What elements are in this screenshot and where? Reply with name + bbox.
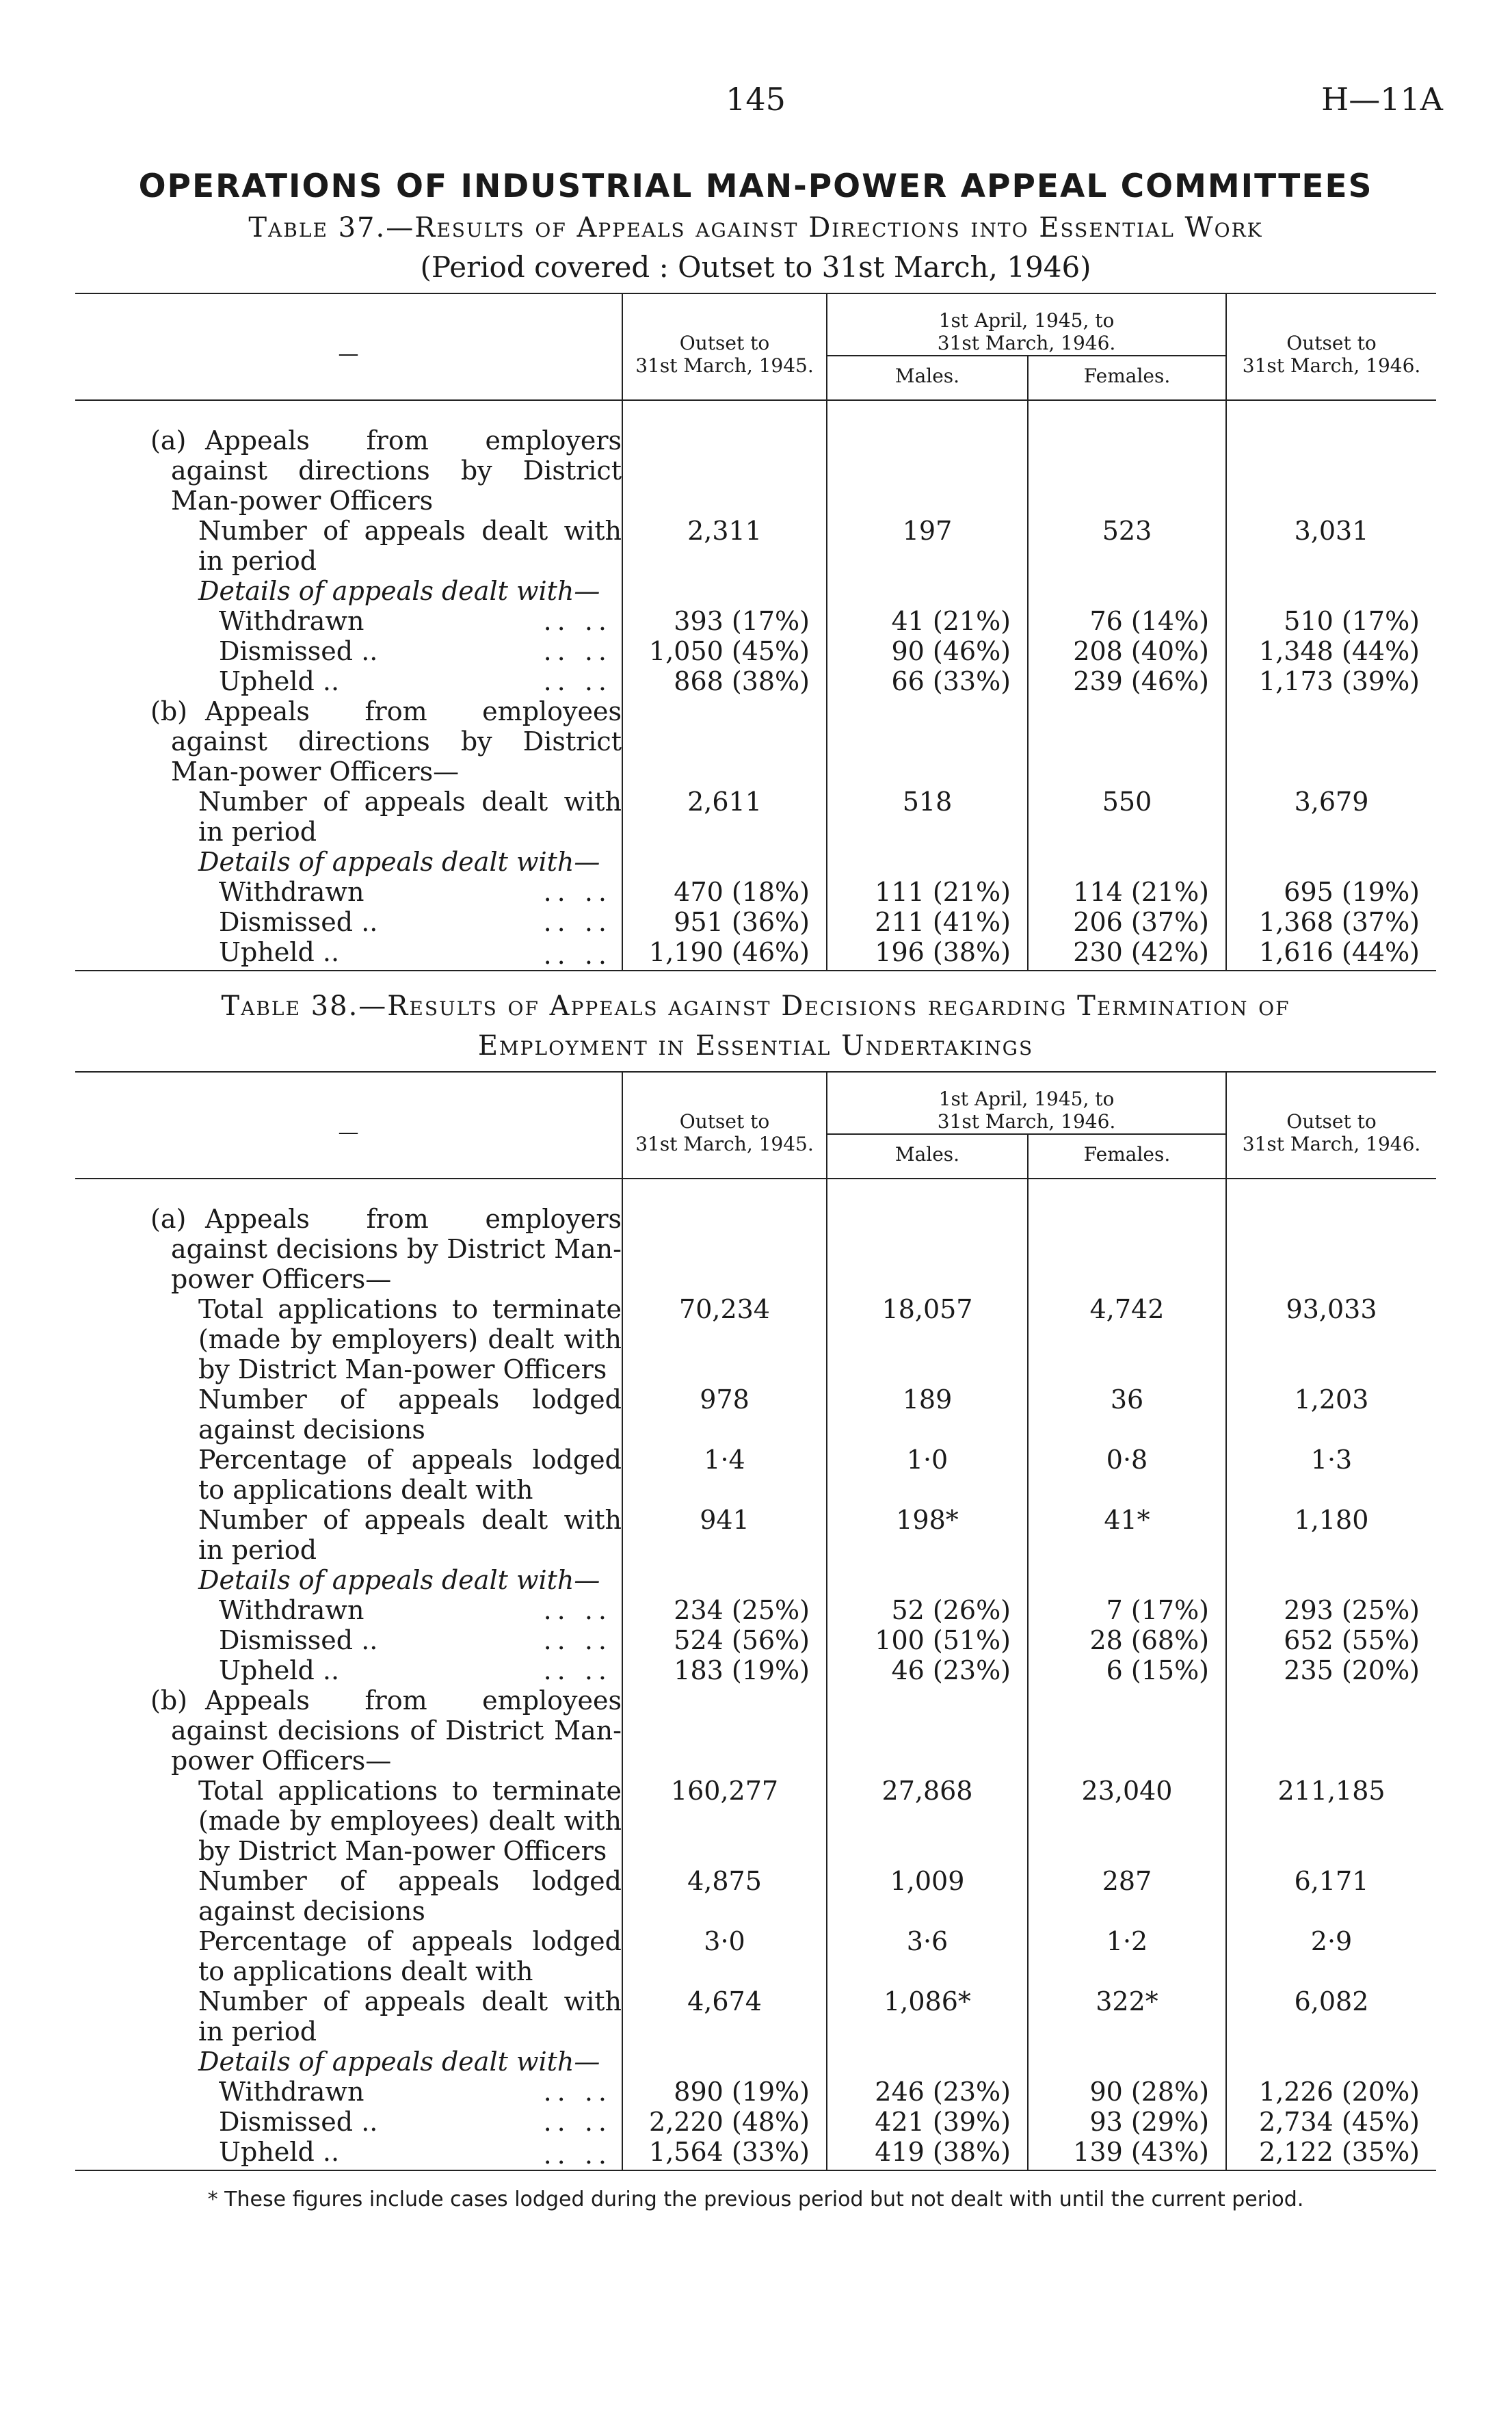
table-cell (622, 576, 827, 606)
table-cell (1028, 1204, 1226, 1294)
cell: 3·0 (622, 1926, 827, 1986)
row-label: Dismissed .. .. .. (219, 1625, 612, 1655)
table-cell (1226, 425, 1436, 516)
t38-b-heading-row (75, 1685, 1436, 1776)
table-cell (1028, 1685, 1226, 1776)
col-period-1945-46: 1st April, 1945, to 31st March, 1946. (827, 293, 1226, 356)
cell: 951 (36%) (622, 907, 827, 937)
t37-a-dismissed-row (75, 636, 1436, 666)
row-label: Withdrawn .. .. (219, 877, 612, 907)
cell: 421 (39%) (827, 2107, 1028, 2137)
row-label: Number of appeals dealt with in period (198, 787, 622, 847)
table-cell (827, 400, 1028, 425)
t38-b-details-row (75, 2047, 1436, 2077)
table-cell (622, 1565, 827, 1595)
row-label: Details of appeals dealt with— (198, 847, 600, 877)
cell: 1,009 (827, 1866, 1028, 1926)
cell: 196 (38%) (827, 937, 1028, 971)
cell: 890 (19%) (622, 2077, 827, 2107)
cell: 246 (23%) (827, 2077, 1028, 2107)
row-label: (b) Appeals from employees against decisions of District Man-power Officers— (150, 1685, 622, 1776)
row-label: Upheld .. .. .. (219, 2137, 612, 2170)
cell: 235 (20%) (1226, 1655, 1436, 1685)
cell: 183 (19%) (622, 1655, 827, 1685)
row-label: Dismissed .. .. .. (219, 907, 612, 937)
row-label: Details of appeals dealt with— (198, 2047, 600, 2077)
row-label: Dismissed .. .. .. (219, 2107, 612, 2137)
t38-a-pct-row (75, 1445, 1436, 1505)
cell: 550 (1028, 787, 1226, 847)
table-cell (622, 400, 827, 425)
cell: 1,368 (37%) (1226, 907, 1436, 937)
cell: 518 (827, 787, 1028, 847)
t37-a-dealt-row (75, 516, 1436, 576)
t38-a-heading-row (75, 1204, 1436, 1294)
t37-a-upheld-row (75, 666, 1436, 696)
cell: 70,234 (622, 1294, 827, 1384)
cell: 239 (46%) (1028, 666, 1226, 696)
cell: 208 (40%) (1028, 636, 1226, 666)
t38-a-lodged-row (75, 1384, 1436, 1445)
cell: 189 (827, 1384, 1028, 1445)
row-label: Details of appeals dealt with— (198, 1565, 600, 1595)
col-outset-1946: Outset to 31st March, 1946. (1226, 1072, 1436, 1179)
main-title: OPERATIONS OF INDUSTRIAL MAN-POWER APPEAL COMMITTEES (138, 168, 1373, 205)
cell: 114 (21%) (1028, 877, 1226, 907)
cell: 41 (21%) (827, 606, 1028, 636)
table-cell (827, 1179, 1028, 1204)
table-cell (622, 1179, 827, 1204)
col-females: Females. (1028, 356, 1226, 400)
page-header (75, 0, 1443, 118)
row-label: (a) Appeals from employers against directions by District Man-power Officers (150, 425, 622, 516)
t37-a-details-row (75, 576, 1436, 606)
table-cell (1028, 400, 1226, 425)
cell: 419 (38%) (827, 2137, 1028, 2170)
row-label: Upheld .. .. .. (219, 1655, 612, 1685)
cell: 93,033 (1226, 1294, 1436, 1384)
row-label: Total applications to terminate (made by employers) dealt with by District Man-power Officers (198, 1294, 622, 1384)
t37-b-details-row (75, 847, 1436, 877)
cell: 90 (46%) (827, 636, 1028, 666)
cell: 1·4 (622, 1445, 827, 1505)
cell: 1,616 (44%) (1226, 937, 1436, 971)
cell: 36 (1028, 1384, 1226, 1445)
cell: 1,173 (39%) (1226, 666, 1436, 696)
col-females: Females. (1028, 1134, 1226, 1179)
cell: 111 (21%) (827, 877, 1028, 907)
table-cell (1028, 1179, 1226, 1204)
cell: 27,868 (827, 1776, 1028, 1866)
cell: 1,226 (20%) (1226, 2077, 1436, 2107)
table-cell (1226, 576, 1436, 606)
t38-b-dismissed-row (75, 2107, 1436, 2137)
cell: 41* (1028, 1505, 1226, 1565)
row-label: Withdrawn .. .. (219, 606, 612, 636)
row-label: Withdrawn .. .. (219, 2077, 612, 2107)
row-label: Number of appeals lodged against decisions (198, 1866, 622, 1926)
col-outset-1945: Outset to 31st March, 1945. (622, 1072, 827, 1179)
cell: 230 (42%) (1028, 937, 1226, 971)
t37-b-dealt-row (75, 787, 1436, 847)
row-label: Percentage of appeals lodged to applications dealt with (198, 1926, 622, 1986)
cell: 2·9 (1226, 1926, 1436, 1986)
cell: 1,050 (45%) (622, 636, 827, 666)
table37 (75, 293, 1436, 971)
document-page (75, 0, 1443, 2211)
row-label: (a) Appeals from employers against decisions by District Man-power Officers— (150, 1204, 622, 1294)
cell: 211,185 (1226, 1776, 1436, 1866)
table-cell (1226, 696, 1436, 787)
t37-b-heading-row (75, 696, 1436, 787)
table38 (75, 1071, 1436, 2171)
t38-b-dealt-row (75, 1986, 1436, 2047)
t38-a-withdrawn-row (75, 1595, 1436, 1625)
cell: 1,190 (46%) (622, 937, 827, 971)
t38-a-dealt-row (75, 1505, 1436, 1565)
table-cell (827, 1685, 1028, 1776)
table-cell (622, 847, 827, 877)
t38-a-total-row (75, 1294, 1436, 1384)
cell: 52 (26%) (827, 1595, 1028, 1625)
cell: 1·0 (827, 1445, 1028, 1505)
table-cell (827, 1204, 1028, 1294)
col-period-1945-46: 1st April, 1945, to 31st March, 1946. (827, 1072, 1226, 1134)
row-label: Number of appeals dealt with in period (198, 1505, 622, 1565)
cell: 18,057 (827, 1294, 1028, 1384)
cell: 2,611 (622, 787, 827, 847)
row-label: Number of appeals lodged against decisions (198, 1384, 622, 1445)
table-cell (1226, 1565, 1436, 1595)
cell: 293 (25%) (1226, 1595, 1436, 1625)
cell: 978 (622, 1384, 827, 1445)
cell: 1·3 (1226, 1445, 1436, 1505)
t38-a-details-row (75, 1565, 1436, 1595)
cell: 524 (56%) (622, 1625, 827, 1655)
cell: 23,040 (1028, 1776, 1226, 1866)
cell: 234 (25%) (622, 1595, 827, 1625)
table-cell (827, 696, 1028, 787)
cell: 197 (827, 516, 1028, 576)
table37-period: (Period covered : Outset to 31st March, 1946) (420, 250, 1091, 284)
t38-a-dismissed-row (75, 1625, 1436, 1655)
t37-a-withdrawn-row (75, 606, 1436, 636)
cell: 76 (14%) (1028, 606, 1226, 636)
table-cell (622, 696, 827, 787)
cell: 2,311 (622, 516, 827, 576)
cell: 93 (29%) (1028, 2107, 1226, 2137)
table-cell (1028, 696, 1226, 787)
stub-header: — (338, 1120, 359, 1144)
table-cell (1028, 2047, 1226, 2077)
page-number: 145 (726, 81, 786, 118)
cell: 523 (1028, 516, 1226, 576)
t38-b-withdrawn-row (75, 2077, 1436, 2107)
cell: 46 (23%) (827, 1655, 1028, 1685)
cell: 470 (18%) (622, 877, 827, 907)
row-label: Upheld .. .. .. (219, 937, 612, 970)
cell: 28 (68%) (1028, 1625, 1226, 1655)
table-cell (75, 1179, 622, 1204)
stub-header: — (338, 342, 359, 366)
cell: 1,180 (1226, 1505, 1436, 1565)
row-label: Withdrawn .. .. (219, 1595, 612, 1625)
table37-title: Table 37.—Results of Appeals against Directions into Essential Work (248, 212, 1263, 244)
table-cell (1028, 576, 1226, 606)
row-label: Details of appeals dealt with— (198, 576, 600, 606)
table-cell (75, 400, 622, 425)
col-outset-1945: Outset to 31st March, 1945. (622, 293, 827, 400)
cell: 139 (43%) (1028, 2137, 1226, 2170)
cell: 1,564 (33%) (622, 2137, 827, 2170)
cell: 4,742 (1028, 1294, 1226, 1384)
cell: 287 (1028, 1866, 1226, 1926)
row-label: Total applications to terminate (made by employees) dealt with by District Man-power Officers (198, 1776, 622, 1866)
table38-title: Table 38.—Results of Appeals against Decisions regarding Termination of Employment in Essential Undertakings (221, 990, 1290, 1062)
cell: 211 (41%) (827, 907, 1028, 937)
cell: 4,875 (622, 1866, 827, 1926)
t38-b-lodged-row (75, 1866, 1436, 1926)
cell: 510 (17%) (1226, 606, 1436, 636)
cell: 1·2 (1028, 1926, 1226, 1986)
page-reference: H—11A (1321, 81, 1443, 118)
t38-b-total-row (75, 1776, 1436, 1866)
table-cell (1226, 1204, 1436, 1294)
row-label: Upheld .. .. .. (219, 666, 612, 696)
table-cell (827, 2047, 1028, 2077)
table-cell (1028, 425, 1226, 516)
t38-b-pct-row (75, 1926, 1436, 1986)
table-cell (1226, 1685, 1436, 1776)
row-label: (b) Appeals from employees against directions by District Man-power Officers— (150, 696, 622, 787)
cell: 160,277 (622, 1776, 827, 1866)
cell: 868 (38%) (622, 666, 827, 696)
t37-b-upheld-row (75, 937, 1436, 971)
cell: 100 (51%) (827, 1625, 1028, 1655)
row-label: Percentage of appeals lodged to applications dealt with (198, 1445, 622, 1505)
table-cell (827, 1565, 1028, 1595)
table-cell (827, 847, 1028, 877)
cell: 3,679 (1226, 787, 1436, 847)
table-cell (622, 1204, 827, 1294)
cell: 206 (37%) (1028, 907, 1226, 937)
table-cell (1226, 1179, 1436, 1204)
cell: 6 (15%) (1028, 1655, 1226, 1685)
table-cell (827, 576, 1028, 606)
t38-b-upheld-row (75, 2137, 1436, 2170)
cell: 90 (28%) (1028, 2077, 1226, 2107)
col-males: Males. (827, 1134, 1028, 1179)
col-males: Males. (827, 356, 1028, 400)
cell: 1,203 (1226, 1384, 1436, 1445)
t38-a-upheld-row (75, 1655, 1436, 1685)
row-label: Number of appeals dealt with in period (198, 516, 622, 576)
table-cell (1028, 1565, 1226, 1595)
cell: 2,122 (35%) (1226, 2137, 1436, 2170)
footnote: * These figures include cases lodged during the previous period but not dealt with until the current period. (207, 2187, 1304, 2211)
cell: 322* (1028, 1986, 1226, 2047)
cell: 6,082 (1226, 1986, 1436, 2047)
table-cell (827, 425, 1028, 516)
cell: 652 (55%) (1226, 1625, 1436, 1655)
table-cell (622, 1685, 827, 1776)
cell: 3·6 (827, 1926, 1028, 1986)
row-label: Number of appeals dealt with in period (198, 1986, 622, 2047)
t37-b-withdrawn-row (75, 877, 1436, 907)
table-cell (622, 2047, 827, 2077)
cell: 695 (19%) (1226, 877, 1436, 907)
cell: 4,674 (622, 1986, 827, 2047)
cell: 3,031 (1226, 516, 1436, 576)
table-cell (622, 425, 827, 516)
col-outset-1946: Outset to 31st March, 1946. (1226, 293, 1436, 400)
cell: 66 (33%) (827, 666, 1028, 696)
cell: 198* (827, 1505, 1028, 1565)
cell: 6,171 (1226, 1866, 1436, 1926)
t37-a-heading-row (75, 425, 1436, 516)
cell: 393 (17%) (622, 606, 827, 636)
cell: 2,220 (48%) (622, 2107, 827, 2137)
table-cell (1226, 400, 1436, 425)
row-label: Dismissed .. .. .. (219, 636, 612, 666)
cell: 0·8 (1028, 1445, 1226, 1505)
cell: 1,348 (44%) (1226, 636, 1436, 666)
table-cell (1226, 2047, 1436, 2077)
cell: 1,086* (827, 1986, 1028, 2047)
cell: 941 (622, 1505, 827, 1565)
table-cell (1028, 847, 1226, 877)
cell: 7 (17%) (1028, 1595, 1226, 1625)
table-cell (1226, 847, 1436, 877)
t37-b-dismissed-row (75, 907, 1436, 937)
cell: 2,734 (45%) (1226, 2107, 1436, 2137)
